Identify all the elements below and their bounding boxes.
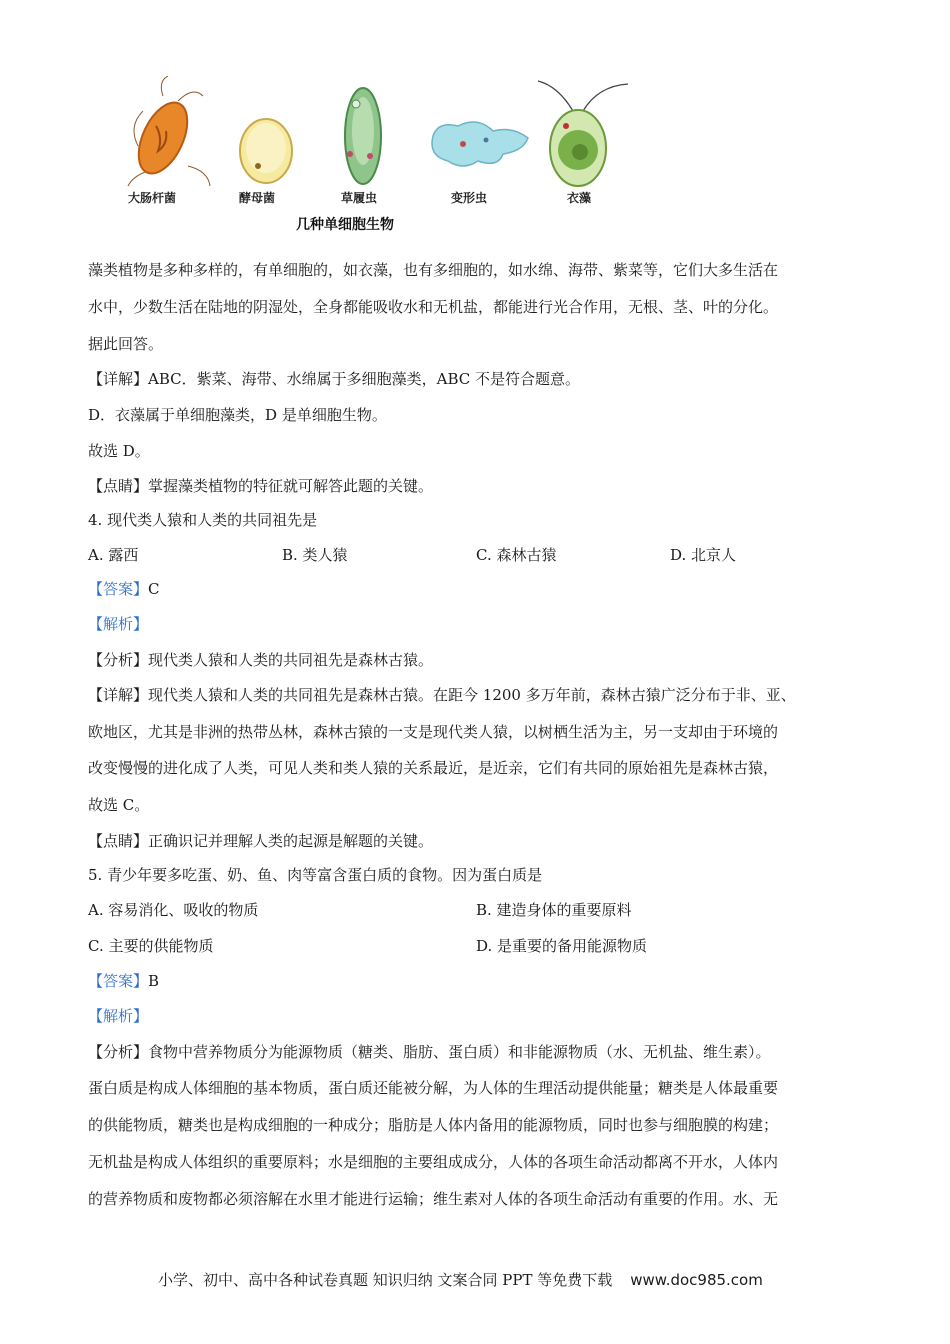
q4-option-a: A. 露西	[88, 546, 139, 564]
algae-line-1: 藻类植物是多种多样的，有单细胞的，如衣藻，也有多细胞的，如水绵、海带、紫菜等，它们大多生活在	[88, 261, 779, 279]
q4-detail-line-2: 欧地区，尤其是非洲的热带丛林，森林古猿的一支是现代类人猿，以树栖生活为主，另一支却由于环境的	[88, 723, 779, 741]
q4-answer-value: C	[148, 580, 160, 598]
q3-tip	[88, 476, 433, 496]
label-yeast: 酵母菌	[239, 191, 276, 205]
q3-detail-text: ABC．紫菜、海带、水绵属于多细胞藻类，ABC 不是符合题意。	[148, 370, 581, 388]
q5-option-d: D. 是重要的备用能源物质	[476, 937, 648, 955]
algae-line-3: 据此回答。	[88, 335, 164, 353]
fenxi-tag: 【分析】	[88, 1043, 149, 1061]
q4-detail-text: 现代类人猿和人类的共同祖先是森林古猿。在距今 1200 多万年前，森林古猿广泛分布于非、亚、	[148, 686, 796, 704]
organisms-figure	[118, 76, 658, 236]
q4-tip-text: 正确识记并理解人类的起源是解题的关键。	[148, 832, 434, 850]
footer-text: 小学、初中、高中各种试卷真题 知识归纳 文案合同 PPT 等免费下载	[158, 1271, 613, 1289]
q5-answer-value: B	[148, 972, 160, 990]
q5-analysis-tag: 【解析】	[88, 1007, 149, 1025]
q4-answer	[88, 579, 160, 599]
tip-tag: 【点睛】	[88, 832, 149, 850]
q4-tip	[88, 831, 433, 851]
fenxi-tag: 【分析】	[88, 651, 149, 669]
q5-option-c: C. 主要的供能物质	[88, 937, 214, 955]
q5-fenxi-line-1	[88, 1042, 771, 1062]
footer-url[interactable]: www.doc985.com	[630, 1271, 763, 1289]
q4-analysis-tag: 【解析】	[88, 615, 149, 633]
label-amoeba: 变形虫	[451, 191, 488, 205]
paramecium-drawing	[345, 88, 381, 184]
ecoli-drawing	[128, 76, 210, 186]
q5-option-a: A. 容易消化、吸收的物质	[88, 901, 259, 919]
page-footer	[158, 1269, 763, 1290]
q4-option-b: B. 类人猿	[282, 546, 348, 564]
label-chlamydomonas: 衣藻	[567, 191, 592, 205]
q4-detail-line-1	[88, 685, 796, 705]
amoeba-drawing	[432, 122, 528, 166]
q3-detail-2: D．衣藻属于单细胞藻类，D 是单细胞生物。	[88, 406, 387, 424]
q4-detail-line-3: 改变慢慢的进化成了人类，可见人类和类人猿的关系最近，是近亲，它们有共同的原始祖先是森林古猿，	[88, 759, 779, 777]
figure-caption: 几种单细胞生物	[296, 217, 394, 233]
answer-tag: 【答案】	[88, 972, 149, 990]
tip-tag: 【点睛】	[88, 477, 149, 495]
q5-fenxi-line-5: 的营养物质和废物都必须溶解在水里才能进行运输；维生素对人体的各项生命活动有重要的作用。水、无	[88, 1190, 779, 1208]
q5-question: 5. 青少年要多吃蛋、奶、鱼、肉等富含蛋白质的食物。因为蛋白质是	[88, 866, 543, 884]
answer-tag: 【答案】	[88, 580, 149, 598]
detail-tag: 【详解】	[88, 370, 149, 388]
q3-detail	[88, 369, 580, 389]
q5-answer	[88, 971, 159, 991]
q4-fenxi	[88, 650, 433, 670]
chlamydomonas-drawing	[538, 81, 628, 186]
yeast-drawing	[240, 119, 292, 183]
q4-fenxi-text: 现代类人猿和人类的共同祖先是森林古猿。	[148, 651, 434, 669]
label-paramecium: 草履虫	[341, 191, 378, 205]
organisms-illustration	[118, 76, 658, 236]
q4-option-c: C. 森林古猿	[476, 546, 557, 564]
detail-tag: 【详解】	[88, 686, 149, 704]
q5-option-b: B. 建造身体的重要原料	[476, 901, 632, 919]
q3-choose: 故选 D。	[88, 442, 150, 460]
algae-line-2: 水中，少数生活在陆地的阴湿处，全身都能吸收水和无机盐，都能进行光合作用，无根、茎、叶的分化。	[88, 298, 779, 316]
label-ecoli: 大肠杆菌	[128, 191, 177, 205]
q3-tip-text: 掌握藻类植物的特征就可解答此题的关键。	[148, 477, 434, 495]
q4-option-d: D. 北京人	[670, 546, 737, 564]
q5-fenxi-text: 食物中营养物质分为能源物质（糖类、脂肪、蛋白质）和非能源物质（水、无机盐、维生素）。	[148, 1043, 771, 1061]
q4-detail-line-4: 故选 C。	[88, 796, 150, 814]
q5-fenxi-line-4: 无机盐是构成人体组织的重要原料；水是细胞的主要组成成分，人体的各项生命活动都离不开水，人体内	[88, 1153, 779, 1171]
q5-fenxi-line-3: 的供能物质，糖类也是构成细胞的一种成分；脂肪是人体内备用的能源物质，同时也参与细胞膜的构建；	[88, 1116, 779, 1134]
q4-question: 4. 现代类人猿和人类的共同祖先是	[88, 511, 318, 529]
q5-fenxi-line-2: 蛋白质是构成人体细胞的基本物质，蛋白质还能被分解，为人体的生理活动提供能量；糖类是人体最重要	[88, 1079, 779, 1097]
